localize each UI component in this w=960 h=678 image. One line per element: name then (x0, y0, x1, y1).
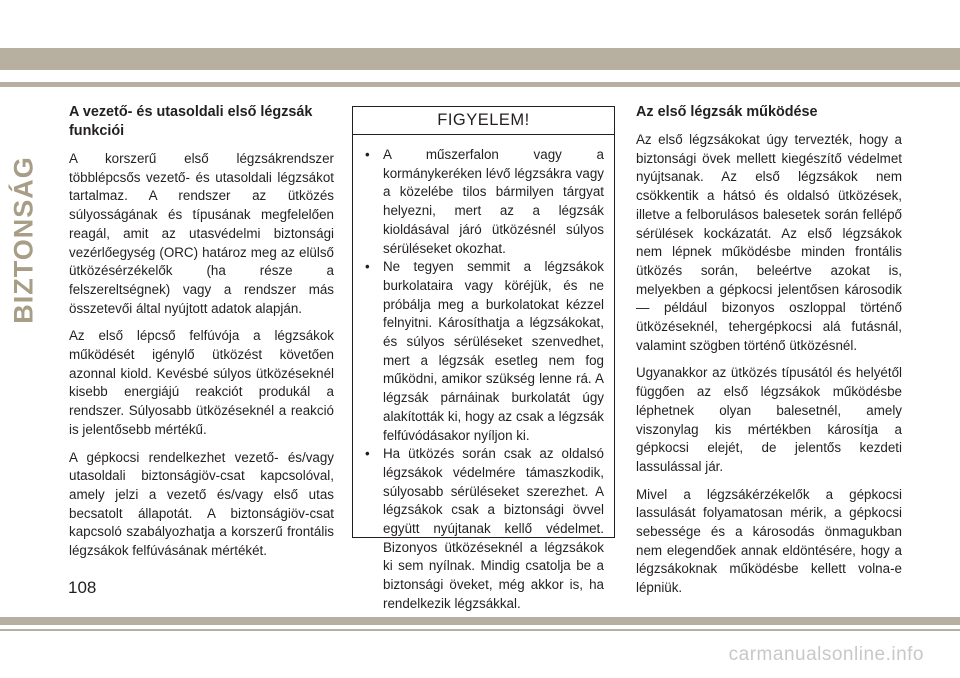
warning-item (363, 445, 604, 613)
warning-box (352, 106, 615, 611)
right-heading: Az első légzsák működése (636, 104, 818, 120)
warning-item (363, 146, 604, 258)
bullet-icon: • (365, 147, 370, 162)
header-bar (0, 48, 960, 70)
paragraph: Ugyanakkor az ütközés típusától és helyétől függően az első légzsákok működésbe léphetnek olyan balesetnél, amely viszonylag kis mértékben károsítja a gépkocsi elejét, de jelentős kezdeti lassulással jár. (636, 365, 902, 474)
page-number: 108 (68, 578, 97, 597)
bullet-icon: • (365, 446, 370, 462)
section-tab: BIZTONSÁG (8, 156, 39, 324)
warning-item-text: Ha ütközés során csak az oldalsó légzsákok védelmére támaszkodik, súlyosabb sérüléseket szerezhet. A légzsákok csak a biztonsági övvel együtt nyújtanak kellő védelmet. Bizonyos ütközéseknél a légzsákok ki sem nyílnak. Mindig csatolja be a biztonsági öveket, még akkor is, ha rendelkezik légzsákkal. (383, 446, 604, 611)
header-rule (0, 82, 960, 87)
warning-item (363, 258, 604, 445)
paragraph: Az első lépcső felfúvója a légzsákok működését igénylő ütközést követően azonnal kiold. Kevésbé súlyos ütközéseknél kisebb energiájú reakciót produkál a rendszer. Súlyosabb ütközéseknél a reakció is jelentősebb mértékű. (69, 328, 334, 437)
paragraph: Mivel a légzsákérzékelők a gépkocsi lassulását folyamatosan mérik, a gépkocsi sebessége és a károsodás önmagukban nem elegendőek annak eldöntésére, hogy a légzsákoknak működésbe kellett volna-e lépniük. (636, 486, 902, 596)
footer-bar (0, 617, 960, 625)
warning-list (353, 135, 614, 614)
bullet-icon: • (365, 259, 370, 275)
watermark: carmanualsonline.info (728, 644, 924, 665)
right-column (636, 103, 902, 607)
footer-rule (0, 629, 960, 631)
warning-item-text: A műszerfalon vagy a kormánykeréken lévő légzsákra vagy a közelébe tilos bármilyen tárgyat helyezni, mert az a légzsák kioldásával járó ütközésnél súlyos sérüléseket okozhat. (383, 147, 604, 256)
header-band (0, 0, 960, 58)
paragraph: A gépkocsi rendelkezhet vezető- és/vagy utasoldali biztonságiöv-csat kapcsolóval, amely jelzi a vezető és/vagy első utas becsatolt állapotát. A biztonságiöv-csat kapcsoló szabályozhatja a korszerű frontális légzsákok felfúvásának mértékét. (69, 449, 334, 559)
paragraph: A korszerű első légzsákrendszer többlépcsős vezető- és utasoldali légzsákot tartalmaz. A rendszer az ütközés súlyosságának és típusának megfelelően reagál, amit az utasvédelmi biztonsági vezérlőegység (ORC) határoz meg az elülső ütközésérzékelők (ha része a felszereltségnek) vagy a rendszer más összetevői által nyújtott adatok alapján. (69, 151, 334, 316)
left-column (69, 103, 334, 570)
paragraph: Az első légzsákokat úgy tervezték, hogy a biztonsági övek mellett kiegészítő védelmet nyújtsanak. Az első légzsákok nem csökkentik a hátsó és oldalsó ütközések, illetve a felborulásos balesetek során fellépő sérülések kockázatát. Az első légzsákok nem lépnek működésbe minden frontális ütközés során, beleértve azokat is, melyekben a gépkocsi jelentősen károsodik — például bizonyos oszloppal történő ütközéseknél, tehergépkocsi alá futásnál, valamint szögben történő ütközésnél. (636, 132, 902, 353)
left-heading: A vezető- és utasoldali első légzsák funkciói (69, 104, 313, 139)
warning-title: FIGYELEM! (353, 107, 614, 135)
warning-item-text: Ne tegyen semmit a légzsákok burkolataira vagy köréjük, és ne próbálja meg a burkolatokat kézzel felnyitni. Károsíthatja a légzsákokat, és súlyos sérüléseket szenvedhet, mert a légzsák esetleg nem fog működni, amikor szükség lenne rá. A légzsák párnáinak burkolatát úgy alakították ki, hogy az csak a légzsák felfúvódásakor nyíljon ki. (383, 259, 604, 443)
